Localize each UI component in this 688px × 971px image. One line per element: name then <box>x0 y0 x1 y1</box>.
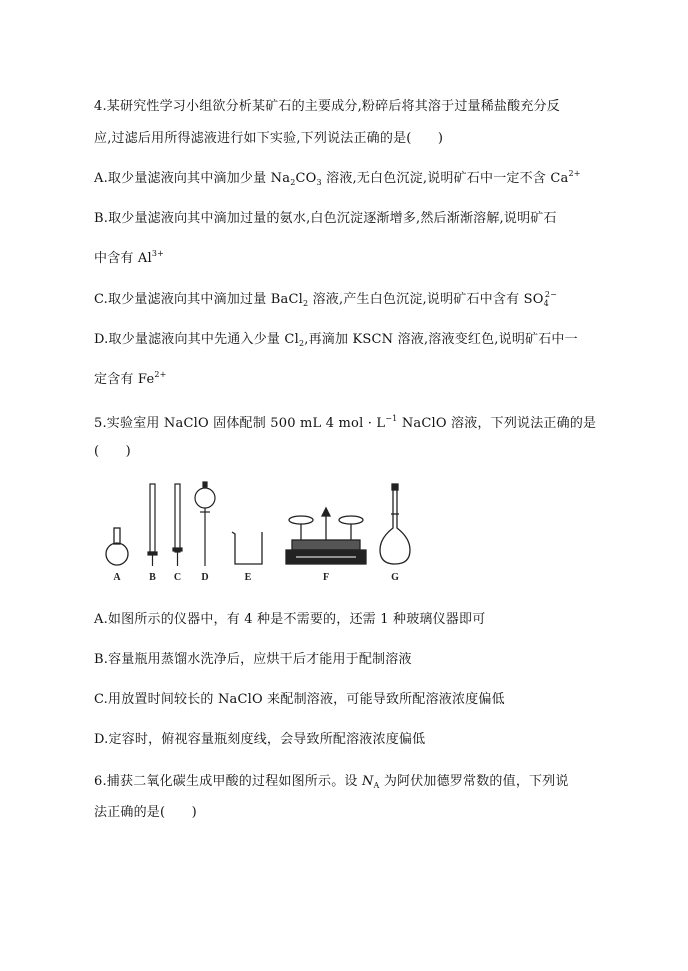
q4-stem-line2: 应,过滤后用所得滤液进行如下实验,下列说法正确的是( ) <box>94 131 444 146</box>
figure-label-a: A <box>113 572 121 583</box>
beaker-icon <box>232 532 262 564</box>
figure-label-f: F <box>322 572 330 583</box>
q4-a-text3: 溶液,无白色沉淀,说明矿石中一定不含 Ca <box>321 171 569 186</box>
q4-option-b-line2 <box>94 247 164 266</box>
q4-d-text2: ,再滴加 KSCN 溶液,溶液变红色,说明矿石中一 <box>304 332 578 347</box>
q4-option-b-line1: B.取少量滤液向其中滴加过量的氨水,白色沉淀逐渐增多,然后渐渐溶解,说明矿石 <box>94 211 557 226</box>
q4-c-text2: 溶液,产生白色沉淀,说明矿石中含有 SO <box>308 292 544 307</box>
q4-stem-line1: 4.某研究性学习小组欲分析某矿石的主要成分,粉碎后将其溶于过量稀盐酸充分反 <box>94 99 560 114</box>
q5-option-c: C.用放置时间较长的 NaClO 来配制溶液，可能导致所配溶液浓度偏低 <box>94 692 505 707</box>
q4-option-a <box>94 167 581 187</box>
q6-stem-line1 <box>94 770 569 790</box>
q4-a-text2: CO <box>295 171 317 186</box>
q4-a-text1: A.取少量滤液向其中滴加少量 Na <box>94 171 291 186</box>
q6-stem-text2: 为阿伏加德罗常数的值，下列说 <box>379 774 569 789</box>
figure-label-e: E <box>244 572 252 583</box>
q4-a-sub2: 3 <box>316 178 322 187</box>
separatory-funnel-icon <box>195 482 215 566</box>
q4-option-d-line2 <box>94 368 167 387</box>
lab-apparatus-figure <box>96 478 426 588</box>
q4-d-text1: D.取少量滤液向其中先通入少量 Cl <box>94 332 299 347</box>
figure-label-g: G <box>391 572 399 583</box>
q6-stem-text1: 6.捕获二氧化碳生成甲酸的过程如图所示。设 <box>94 774 362 789</box>
q4-c-sup: 2− <box>544 290 558 299</box>
q4-b-sup: 3+ <box>151 249 165 258</box>
q4-a-sub1: 2 <box>290 178 296 187</box>
q5-stem-sup: −1 <box>385 414 398 423</box>
q5-stem-paren: ( ) <box>94 444 131 459</box>
burette-icon <box>148 484 157 566</box>
q4-option-d-line1 <box>94 328 578 348</box>
q4-d-sup: 2+ <box>154 370 167 379</box>
q5-option-b: B.容量瓶用蒸馏水洗净后，应烘干后才能用于配制溶液 <box>94 652 412 667</box>
q4-a-sup: 2+ <box>568 169 581 178</box>
volumetric-flask-icon <box>380 484 410 564</box>
balance-scale-icon <box>286 508 366 564</box>
q4-c-text1: C.取少量滤液向其中滴加过量 BaCl <box>94 292 303 307</box>
q4-b-text: 中含有 Al <box>94 251 152 266</box>
figure-label-b: B <box>149 572 156 583</box>
figure-label-d: D <box>201 572 209 583</box>
q5-stem-text2: NaClO 溶液，下列说法正确的是 <box>397 416 597 431</box>
q4-d-sub: 2 <box>298 339 305 348</box>
q6-na-sub: A <box>373 781 380 790</box>
q5-stem <box>94 412 596 431</box>
round-bottom-flask-icon <box>106 528 128 565</box>
q6-na-symbol: N <box>361 774 374 789</box>
q5-stem-text1: 5.实验室用 NaClO 固体配制 500 mL 4 mol · L <box>94 416 386 431</box>
figure-label-c: C <box>173 572 182 583</box>
q5-option-a: A.如图所示的仪器中，有 4 种是不需要的，还需 1 种玻璃仪器即可 <box>94 612 486 627</box>
q4-c-sub: 2 <box>302 299 309 308</box>
q4-c-sub2: 4 <box>543 299 549 308</box>
q6-stem-line2: 法正确的是( ) <box>94 805 197 820</box>
q4-d-text3: 定含有 Fe <box>94 372 155 387</box>
burette-icon <box>173 484 182 566</box>
q5-option-d: D.定容时，俯视容量瓶刻度线，会导致所配溶液浓度偏低 <box>94 732 426 747</box>
q4-option-c <box>94 288 557 308</box>
